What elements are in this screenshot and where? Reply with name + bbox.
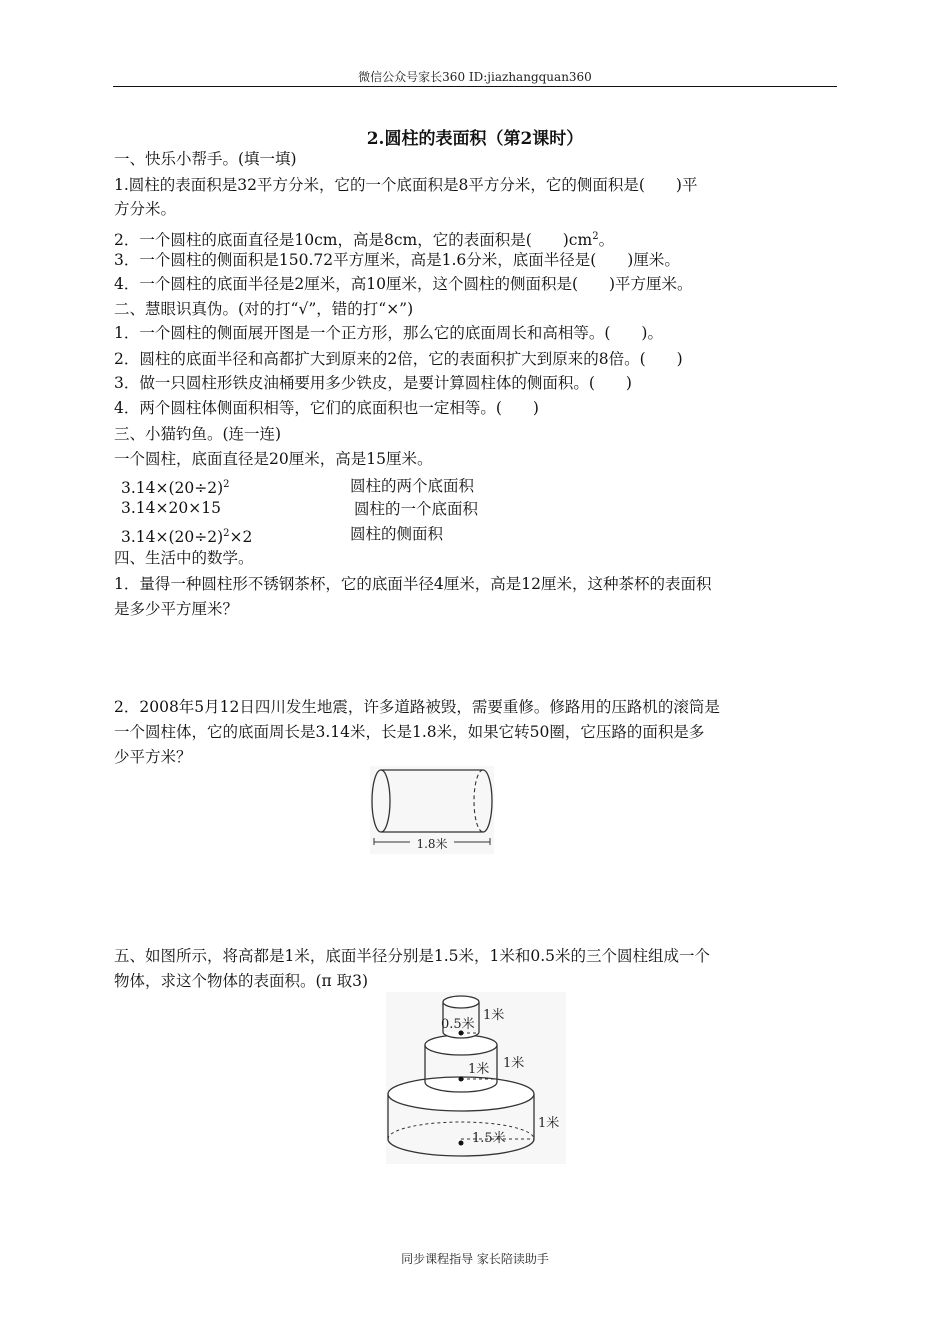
roller-cylinder-figure [370, 766, 494, 854]
section-1-heading: 一、快乐小帮手。(填一填) [114, 150, 297, 168]
bottom-height-label: 1米 [538, 1116, 560, 1131]
s3-left-3-end: ×2 [229, 528, 253, 547]
s3-left-3-sup: 2 [223, 528, 230, 539]
roller-length-label: 1.8米 [416, 837, 448, 851]
s1-q1-line1: 1.圆柱的表面积是32平方分米，它的一个底面积是8平方分米，它的侧面积是( )平 [114, 176, 698, 194]
s2-q1: 1．一个圆柱的侧面展开图是一个正方形，那么它的底面周长和高相等。( )。 [114, 324, 663, 342]
s5-line1: 五、如图所示，将高都是1米，底面半径分别是1.5米，1米和0.5米的三个圆柱组成一个 [114, 947, 711, 965]
top-radius-label: 0.5米 [441, 1017, 475, 1032]
s1-q1-line2: 方分米。 [114, 200, 177, 218]
page-footer: 同步课程指导 家长陪读助手 [401, 1252, 549, 1266]
s3-left-3-text: 3.14×(20÷2) [121, 528, 224, 547]
s3-right-1: 圆柱的两个底面积 [350, 477, 475, 495]
s4-q2-line1: 2．2008年5月12日四川发生地震，许多道路被毁，需要重修。修路用的压路机的滚筒是 [114, 698, 720, 716]
s1-q3: 3．一个圆柱的侧面积是150.72平方厘米，高是1.6分米，底面半径是( )厘米。 [114, 251, 680, 269]
bottom-radius-label: 1.5米 [472, 1131, 506, 1146]
page-header: 微信公众号家长360 ID:jiazhangquan360 [358, 70, 592, 84]
s3-intro: 一个圆柱，底面直径是20厘米，高是15厘米。 [114, 450, 433, 468]
section-2-heading: 二、慧眼识真伪。(对的打“√”，错的打“×”) [114, 300, 414, 318]
middle-height-label: 1米 [503, 1056, 525, 1071]
top-height-label: 1米 [483, 1008, 505, 1023]
s1-q2-end: 。 [598, 231, 615, 250]
stacked-cylinders-figure [386, 992, 566, 1164]
s3-left-1-sup: 2 [223, 479, 230, 490]
s4-q2-line2: 一个圆柱体，它的底面周长是3.14米，长是1.8米，如果它转50圈，它压路的面积是多 [114, 723, 705, 741]
s5-line2: 物体，求这个物体的表面积。(π 取3) [114, 972, 369, 990]
s2-q3: 3．做一只圆柱形铁皮油桶要用多少铁皮，是要计算圆柱体的侧面积。( ) [114, 374, 632, 392]
s4-q2-line3: 少平方米？ [114, 748, 192, 766]
section-4-heading: 四、生活中的数学。 [114, 549, 254, 567]
page-title: 2.圆柱的表面积（第2课时） [366, 129, 584, 149]
s1-q2-text: 2．一个圆柱的底面直径是10cm，高是8cm，它的表面积是( )cm [114, 231, 593, 250]
section-3-heading: 三、小猫钓鱼。(连一连) [114, 425, 282, 443]
middle-radius-label: 1米 [468, 1062, 490, 1077]
s1-q2-sup: 2 [592, 231, 599, 242]
s4-q1-line2: 是多少平方厘米？ [114, 600, 239, 618]
s3-left-1-text: 3.14×(20÷2) [121, 479, 224, 498]
s3-left-2: 3.14×20×15 [121, 499, 221, 517]
s1-q4: 4．一个圆柱的底面半径是2厘米，高10厘米，这个圆柱的侧面积是( )平方厘米。 [114, 275, 693, 293]
s2-q4: 4．两个圆柱体侧面积相等，它们的底面积也一定相等。( ) [114, 399, 539, 417]
s3-right-3: 圆柱的侧面积 [350, 525, 444, 543]
header-rule [113, 86, 837, 87]
s2-q2: 2．圆柱的底面半径和高都扩大到原来的2倍，它的表面积扩大到原来的8倍。( ) [114, 350, 683, 368]
s3-right-2: 圆柱的一个底面积 [354, 500, 479, 518]
s4-q1-line1: 1．量得一种圆柱形不锈钢茶杯，它的底面半径4厘米，高是12厘米，这种茶杯的表面积 [114, 575, 712, 593]
